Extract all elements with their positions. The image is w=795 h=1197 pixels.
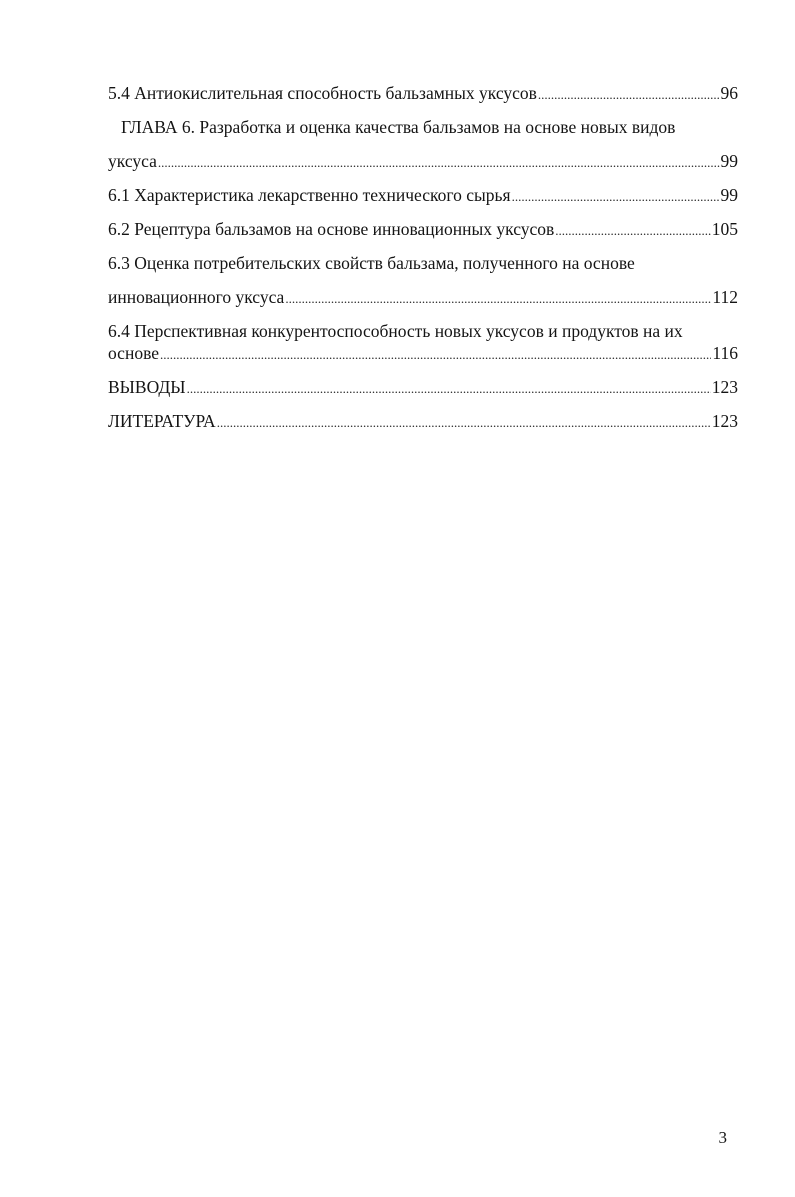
toc-entry-6-2[interactable] — [108, 212, 738, 246]
toc-entry-title: 6.3 Оценка потребительских свойств бальзама, полученного на основе — [108, 253, 635, 273]
dot-leader — [158, 146, 720, 180]
toc-entry-5-4[interactable] — [108, 76, 738, 110]
toc-entry-title: 6.1 Характеристика лекарственно технического сырья — [108, 185, 511, 205]
dot-leader — [187, 372, 711, 406]
toc-entry-title: 6.4 Перспективная конкурентоспособность новых уксусов и продуктов на их — [108, 321, 683, 341]
toc-entry-title: 5.4 Антиокислительная способность бальзамных уксусов — [108, 83, 537, 103]
dot-leader — [217, 406, 711, 440]
toc-entry-title: 6.2 Рецептура бальзамов на основе инновационных уксусов — [108, 219, 555, 239]
toc-entry-title: ГЛАВА 6. Разработка и оценка качества бальзамов на основе новых видов — [121, 117, 676, 137]
dot-leader — [160, 344, 711, 366]
toc-entry-page: 116 — [712, 343, 738, 363]
toc-entry-6-4[interactable] — [108, 320, 738, 364]
toc-entry-title: ЛИТЕРАТУРА — [108, 411, 216, 431]
page-number: 3 — [718, 1128, 727, 1147]
toc-entry-title-continued: уксуса — [108, 151, 157, 171]
toc-entry-page: 123 — [711, 377, 738, 397]
toc-entry-conclusions[interactable] — [108, 370, 738, 404]
table-of-contents — [108, 76, 738, 438]
dot-leader — [555, 214, 710, 248]
toc-entry-title-continued: инновационного уксуса — [108, 287, 285, 307]
toc-entry-page: 99 — [720, 185, 738, 205]
toc-entry-chapter-6[interactable] — [108, 110, 738, 178]
toc-entry-6-3[interactable] — [108, 246, 738, 314]
toc-entry-page: 112 — [712, 287, 738, 307]
dot-leader — [512, 180, 720, 214]
toc-entry-page: 99 — [720, 151, 738, 171]
toc-entry-page: 105 — [711, 219, 738, 239]
toc-entry-6-1[interactable] — [108, 178, 738, 212]
toc-entry-title: ВЫВОДЫ — [108, 377, 186, 397]
dot-leader — [538, 78, 720, 112]
toc-entry-title-continued: основе — [108, 343, 159, 363]
toc-entry-references[interactable] — [108, 404, 738, 438]
toc-entry-page: 123 — [711, 411, 738, 431]
dot-leader — [285, 282, 711, 316]
toc-entry-page: 96 — [720, 83, 738, 103]
